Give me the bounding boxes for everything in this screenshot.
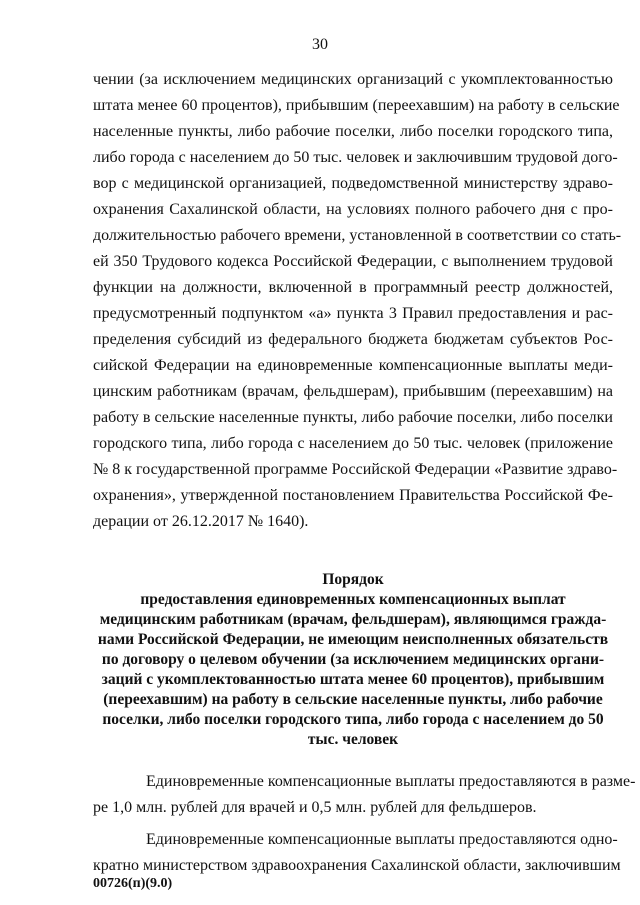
heading-line: (переехавшим) на работу в сельские населенные пункты, либо рабочие bbox=[103, 691, 603, 708]
heading-line: поселки, либо поселки городского типа, либо города с населением до 50 bbox=[102, 711, 604, 728]
text-line: функции на должности, включенной в программный реестр должностей, bbox=[93, 279, 613, 296]
text-line: вор с медицинской организацией, подведомственной министерству здраво- bbox=[93, 175, 613, 192]
text-line: чении (за исключением медицинских организаций с укомплектованностью bbox=[93, 71, 613, 88]
text-line: городского типа, либо города с населением до 50 тыс. человек (приложение bbox=[93, 435, 613, 452]
text-line: дерации от 26.12.2017 № 1640). bbox=[93, 513, 309, 530]
text-line: штата менее 60 процентов), прибывшим (переехавшим) на работу в сельские bbox=[93, 97, 620, 114]
text-line: населенные пункты, либо рабочие поселки, либо поселки городского типа, bbox=[93, 123, 613, 140]
text-line: кратно министерством здравоохранения Сахалинской области, заключившим bbox=[93, 857, 621, 874]
heading-line: предоставления единовременных компенсационных выплат bbox=[140, 591, 566, 608]
text-line: Единовременные компенсационные выплаты предоставляются одно- bbox=[146, 831, 618, 848]
page-number: 30 bbox=[312, 36, 328, 53]
text-line: либо города с населением до 50 тыс. человек и заключившим трудовой дого- bbox=[93, 149, 618, 166]
heading-line: медицинским работникам (врачам, фельдшерам), являющимся гражда- bbox=[99, 611, 607, 628]
heading-line: тыс. человек bbox=[307, 731, 399, 748]
text-line: должительностью рабочего времени, установленной в соответствии со стать- bbox=[93, 227, 622, 244]
text-line: предусмотренный подпунктом «а» пункта 3 Правил предоставления и рас- bbox=[93, 305, 613, 322]
document-code: 00726(п)(9.0) bbox=[93, 876, 173, 891]
text-line: охранения», утвержденной постановлением Правительства Российской Фе- bbox=[93, 487, 613, 504]
text-line: Единовременные компенсационные выплаты предоставляются в разме- bbox=[146, 773, 636, 790]
text-line: ре 1,0 млн. рублей для врачей и 0,5 млн. рублей для фельдшеров. bbox=[93, 799, 537, 816]
text-line: сийской Федерации на единовременные компенсационные выплаты меди- bbox=[93, 357, 613, 374]
text-line: № 8 к государственной программе Российской Федерации «Развитие здраво- bbox=[93, 461, 618, 478]
heading-title: Порядок bbox=[322, 571, 384, 588]
heading-line: заций с укомплектованностью штата менее 60 процентов), прибывшим bbox=[101, 671, 605, 688]
text-line: ей 350 Трудового кодекса Российской Федерации, с выполнением трудовой bbox=[93, 253, 613, 270]
text-line: пределения субсидий из федерального бюджета бюджетам субъектов Рос- bbox=[93, 331, 613, 348]
text-line: работу в сельские населенные пункты, либо рабочие поселки, либо поселки bbox=[93, 409, 613, 426]
text-line: цинским работникам (врачам, фельдшерам), прибывшим (переехавшим) на bbox=[93, 383, 613, 400]
heading-line: нами Российской Федерации, не имеющим неисполненных обязательств bbox=[97, 631, 609, 648]
text-line: охранения Сахалинской области, на условиях полного рабочего дня с про- bbox=[93, 201, 613, 218]
heading-line: по договору о целевом обучении (за исключением медицинских органи- bbox=[101, 651, 605, 668]
